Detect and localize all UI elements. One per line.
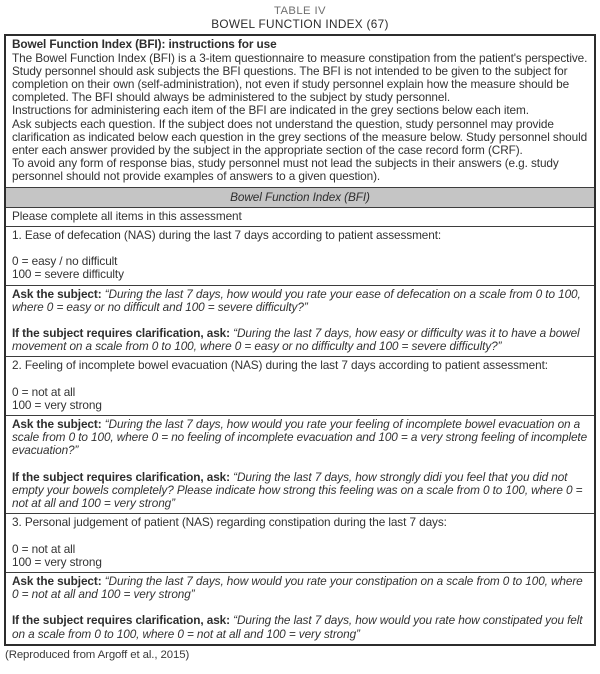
scale-high-label: 100 = severe difficulty — [12, 267, 124, 282]
instructions-section — [6, 36, 594, 186]
clarify-paragraph — [12, 327, 588, 353]
bfi-table — [4, 34, 596, 645]
item-question: 3. Personal judgement of patient (NAS) regarding constipation during the last 7 days: — [12, 515, 447, 530]
ask-text: “During the last 7 days, how would you rate your ease of defecation on a scale from 0 to 100, where 0 = easy or no difficult and 100 = severe difficulty?” — [12, 286, 581, 314]
item-row-3 — [6, 513, 594, 572]
instructions-paragraph-4: To avoid any form of response bias, study personnel must not lead the subjects in their answers (e.g. study personnel should not provide examples of answers to a given question). — [12, 156, 559, 184]
instructions-heading: Bowel Function Index (BFI): instructions for use — [12, 37, 277, 52]
item-question: 1. Ease of defecation (NAS) during the last 7 days according to patient assessment: — [12, 228, 442, 243]
ask-paragraph — [12, 288, 588, 314]
ask-row-1 — [6, 285, 594, 357]
clarify-text: “During the last 7 days, how would you rate how constipated you felt on a scale from 0 to 100, where 0 = not at all and 100 = very strong” — [12, 613, 583, 641]
complete-note-row: Please complete all items in this assessment — [6, 207, 594, 226]
clarify-label: If the subject requires clarification, ask: — [12, 469, 230, 484]
instructions-paragraph-1: The Bowel Function Index (BFI) is a 3-item questionnaire to measure constipation from the patient's perspective. Study personnel should ask subjects the BFI questions. The BFI is not intended to be given to the subject for completion on their own (self-administration), not even if study personnel explain how the measure should be completed. The BFI should always be administered to the subject by study personnel. — [12, 50, 588, 105]
source-footnote: (Reproduced from Argoff et al., 2015) — [5, 648, 190, 661]
scale-low-label: 0 = not at all — [12, 541, 76, 556]
ask-row-3 — [6, 572, 594, 644]
ask-text: “During the last 7 days, how would you rate your feeling of incomplete bowel evacuation on a scale from 0 to 100, where 0 = no feeling of incomplete evacuation and 100 = a very strong feeling of incomplete evacuation?” — [12, 417, 588, 458]
table-caption — [0, 0, 600, 34]
spacer — [12, 530, 588, 543]
ask-label: Ask the subject: — [12, 573, 102, 588]
clarify-label: If the subject requires clarification, ask: — [12, 613, 230, 628]
scale-high-label: 100 = very strong — [12, 554, 102, 569]
clarify-text: “During the last 7 days, how easy or difficulty was it to have a bowel movement on a scale from 0 to 100, where 0 = easy or no difficulty and 100 = severe difficulty?” — [12, 326, 580, 354]
ask-row-2 — [6, 415, 594, 513]
spacer — [12, 373, 588, 386]
section-header-row: Bowel Function Index (BFI) — [6, 187, 594, 207]
ask-text: “During the last 7 days, how would you rate your constipation on a scale from 0 to 100, where 0 = not at all and 100 = very strong” — [12, 573, 583, 602]
item-question: 2. Feeling of incomplete bowel evacuation (NAS) during the last 7 days according to patient assessment: — [12, 358, 548, 373]
ask-paragraph — [12, 418, 588, 458]
scale-low-label: 0 = not at all — [12, 384, 76, 399]
ask-label: Ask the subject: — [12, 417, 102, 432]
clarify-label: If the subject requires clarification, ask: — [12, 326, 230, 341]
scale-low-label: 0 = easy / no difficult — [12, 254, 118, 269]
scale-high-label: 100 = very strong — [12, 397, 102, 412]
clarify-text: “During the last 7 days, how strongly didi you feel that you did not empty your bowels completely? Please indicate how strong this feeling was on a scale from 0 to 100, where 0 = not at all and 100 = very strong” — [12, 469, 583, 511]
ask-paragraph — [12, 575, 588, 601]
page-title: BOWEL FUNCTION INDEX (67) — [211, 17, 389, 32]
item-row-2 — [6, 356, 594, 415]
instructions-paragraph-3: Ask subjects each question. If the subject does not understand the question, study personnel may provide clarification as indicated below each question in the grey sections of the measure below. Study personnel should enter each answer provided by the subject in the appropriate section of the case record form (CRF). — [12, 116, 588, 158]
table-label: TABLE IV — [274, 5, 326, 17]
ask-label: Ask the subject: — [12, 286, 102, 301]
clarify-paragraph — [12, 471, 588, 511]
item-row-1 — [6, 226, 594, 285]
instructions-paragraph-2: Instructions for administering each item of the BFI are indicated in the grey sections below each item. — [12, 103, 529, 118]
clarify-paragraph — [12, 614, 588, 640]
